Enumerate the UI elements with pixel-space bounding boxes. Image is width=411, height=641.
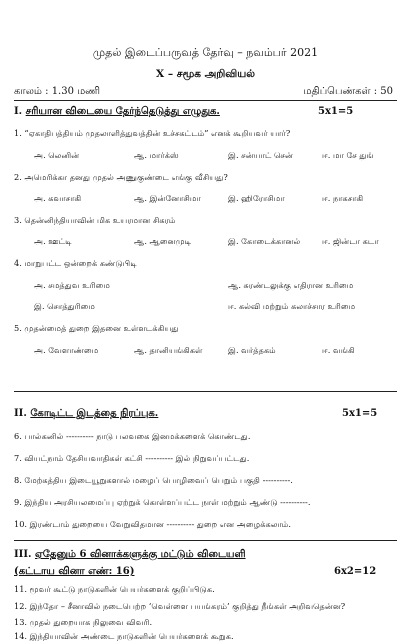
q3-option-d: ஈ. ஜின்டா கடா <box>322 236 379 246</box>
time-label: காலம் : 1.30 மணி <box>14 86 101 97</box>
section-2-prefix: II. <box>14 408 27 419</box>
section-1-heading <box>14 106 220 118</box>
question-3: 3. தென்னிந்தியாவின் மிக உயரமான சிகரம் <box>14 215 176 225</box>
q5-option-c: இ. வர்த்தகம் <box>228 345 276 355</box>
q3-option-b: ஆ. ஆனைமுடி <box>134 236 192 246</box>
question-10: 10. இரண்டாம் துறையை வேறுவிதமான ---------- துறை என அழைக்கலாம். <box>14 519 291 529</box>
question-4: 4. மாறுபட்ட ஒன்றைக் கண்டுபிடி <box>14 258 137 268</box>
q2-option-c: இ. ஹிரோசிமா <box>228 193 285 203</box>
q3-option-c: இ. கோடைக்கானல் <box>228 236 301 246</box>
q4-option-a: அ. சமத்துவ உரிமை <box>34 280 110 290</box>
section-2-divider <box>14 540 397 541</box>
q1-option-a: அ. லெனின் <box>34 150 80 160</box>
question-2: 2. அமெரிக்கா தனது முதல் அணுகுண்டை எங்கு வீசியது? <box>14 172 228 182</box>
section-2-marks: 5x1=5 <box>342 408 378 419</box>
question-6: 6. பால்கனில் ---------- நாடு பலவகை இனமக்களைக் கொண்டது. <box>14 431 251 441</box>
q2-option-b: ஆ. இன்னோசிமா <box>134 193 201 203</box>
question-8: 8. மேற்கத்திய இடையூறுகளால் மழைப் பொழிவைப் பெறும் பகுதி ----------. <box>14 475 293 485</box>
marks-label: மதிப்பெண்கள் : 50 <box>303 86 393 97</box>
subject-title: X – சமூக அறிவியல் <box>156 68 255 80</box>
section-2-heading <box>14 408 158 420</box>
section-3-title: ஏதேனும் 6 வினாக்களுக்கு மட்டும் விடையளி <box>35 549 246 560</box>
q1-option-d: ஈ. மா சே துங் <box>322 150 374 160</box>
question-1: 1. “ஏகாதிபத்தியம் முதலாளித்துவத்தின் உச்சகட்டம்” எனக் கூறியவர் யார்? <box>14 128 291 138</box>
header-divider <box>14 100 397 101</box>
question-12: 12. இந்தோ – சீனாவில் நடைபெற்ற ‘வெள்ளை பயங்கரம்’ குறித்து நீங்கள் அறிவதென்ன? <box>14 601 346 611</box>
section-3-marks: 6x2=12 <box>334 566 377 577</box>
question-14: 14. இந்தியாவின் அண்டை நாடுகளின் பெயர்களைக் கூறுக. <box>14 631 234 641</box>
q4-option-b: ஆ. சுரண்டலுக்கு எதிரான உரிமை <box>228 280 354 290</box>
q5-option-b: ஆ. தானியங்கிகள் <box>134 345 203 355</box>
q1-option-b: ஆ. மார்க்ஸ் <box>134 150 179 160</box>
q5-option-a: அ. வேளாண்மை <box>34 345 99 355</box>
section-3-heading <box>14 549 246 561</box>
q3-option-a: அ. ஊட்டி <box>34 236 72 246</box>
section-3-prefix: III. <box>14 549 32 560</box>
q4-option-d: ஈ. கல்வி மற்றும் கலாச்சார உரிமை <box>228 301 356 311</box>
q1-option-c: இ. சன்யாட் சென் <box>228 150 293 160</box>
question-5: 5. முதன்மைத் துறை இதனை உள்ளடக்கியது <box>14 323 179 333</box>
section-1-prefix: I. <box>14 106 23 117</box>
question-7: 7. வியட்நாம் தேசியவாதிகள் கட்சி ---------- இல் நிறுவப்பட்டது. <box>14 453 250 463</box>
exam-title: முதல் இடைப்பருவத் தேர்வு – நவம்பர் 2021 <box>92 46 319 59</box>
section-1-divider <box>14 391 397 392</box>
q5-option-d: ஈ. வங்கி <box>322 345 355 355</box>
section-1-marks: 5x1=5 <box>318 106 354 117</box>
q4-option-c: இ. சொத்துரிமை <box>34 301 96 311</box>
question-13: 13. முதல் துறையாக நிலுவை விவரி. <box>14 617 153 627</box>
question-9: 9. இந்திய அரசியலமைப்பு ஏற்றுக் கொள்ளப்பட்ட நாள் மற்றும் ஆண்டு ----------. <box>14 497 311 507</box>
q2-option-d: ஈ. நாகசாகி <box>322 193 364 203</box>
q2-option-a: அ. கவாசாகி <box>34 193 82 203</box>
question-11: 11. மூவர் கூட்டு நாடுகளின் பெயர்களைக் குறிப்பிடுக. <box>14 584 215 594</box>
section-3-subheading <box>14 566 134 578</box>
section-3-subheading-text: (கட்டாய வினா எண்: 16) <box>14 566 135 577</box>
section-2-title: கோடிட்ட இடத்தை நிரப்புக. <box>30 408 159 419</box>
section-1-title: சரியான விடையை தேர்ந்தெடுத்து எழுதுக. <box>25 106 220 117</box>
